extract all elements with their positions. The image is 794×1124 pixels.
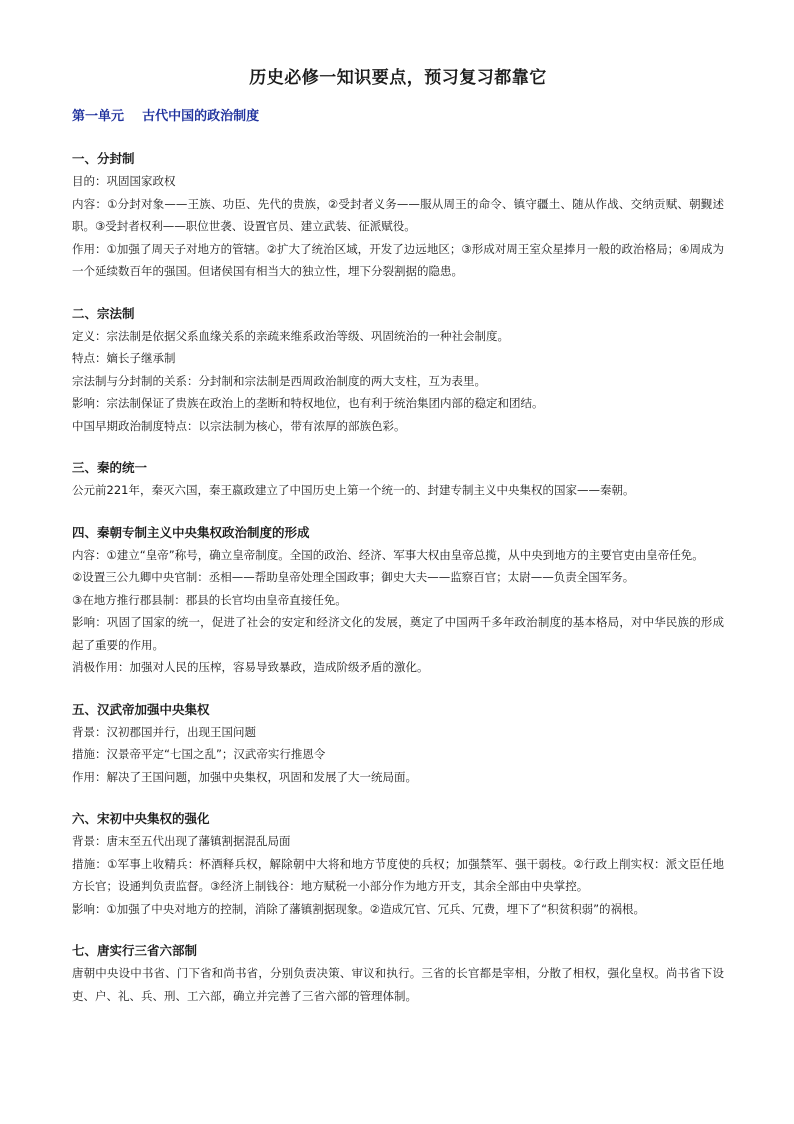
unit-title: 第一单元 古代中国的政治制度: [72, 109, 260, 124]
paragraph: 背景：汉初郡国并行，出现王国问题: [72, 724, 256, 739]
paragraph: 定义：宗法制是依据父系血缘关系的亲疏来维系政治等级、巩固统治的一种社会制度。: [72, 328, 509, 343]
paragraph: 特点：嫡长子继承制: [72, 351, 176, 365]
paragraph: ②设置三公九卿中央官制：丞相——帮助皇帝处理全国政事；御史大夫——监察百官；太尉——负责全国军务。: [72, 570, 635, 584]
paragraph: 公元前221年，秦灭六国，秦王嬴政建立了中国历史上第一个统一的、封建专制主义中央集权的国家——秦朝。: [72, 483, 635, 497]
section-song-centralization: [72, 808, 724, 920]
section-tang-three-departments: [72, 940, 724, 1007]
paragraph: 内容：①建立“皇帝”称号，确立皇帝制度。全国的政治、经济、军事大权由皇帝总揽，从中央到地方的主要官吏由皇帝任免。: [72, 547, 704, 562]
section-title: 一、分封制: [72, 151, 135, 166]
paragraph: ③在地方推行郡县制：郡县的长官均由皇帝直接任免。: [72, 592, 347, 607]
section-title: 五、汉武帝加强中央集权: [72, 701, 210, 717]
section-han-wudi: [72, 699, 724, 789]
section-fenfeng: [72, 148, 724, 283]
paragraph: 措施：①军事上收精兵：杯酒释兵权，解除朝中大将和地方节度使的兵权；加强禁军、强干弱枝。②行政上削实权：派文臣任地方长官；设通判负责监督。③经济上制钱谷：地方赋税一小部分作为地方开支，其余全部由中央掌控。: [72, 856, 724, 893]
section-title: 二、宗法制: [72, 305, 135, 321]
document-title: 历史必修一知识要点，预习复习都靠它: [249, 68, 547, 88]
section-zongfa: [72, 303, 724, 438]
section-title: 六、宋初中央集权的强化: [72, 811, 210, 826]
section-qin-centralization: [72, 522, 724, 679]
paragraph: 唐朝中央设中书省、门下省和尚书省，分别负责决策、审议和执行。三省的长官都是宰相，分散了相权，强化皇权。尚书省下设吏、户、礼、兵、刑、工六部，确立并完善了三省六部的管理体制。: [72, 966, 724, 1003]
paragraph: 目的：巩固国家政权: [72, 174, 176, 188]
paragraph: 背景：唐末至五代出现了藩镇割据混乱局面: [72, 834, 291, 848]
section-title: 四、秦朝专制主义中央集权政治制度的形成: [72, 524, 310, 540]
section-qin-unification: [72, 457, 724, 502]
paragraph: 作用：解决了王国问题，加强中央集权，巩固和发展了大一统局面。: [72, 769, 417, 784]
paragraph: 影响：宗法制保证了贵族在政治上的垄断和特权地位，也有利于统治集团内部的稳定和团结。: [72, 396, 544, 410]
paragraph: 消极作用：加强对人民的压榨，容易导致暴政，造成阶级矛盾的激化。: [72, 660, 429, 674]
paragraph: 宗法制与分封制的关系：分封制和宗法制是西周政治制度的两大支柱，互为表里。: [72, 373, 486, 388]
paragraph: 作用：①加强了周天子对地方的管辖。②扩大了统治区域，开发了边远地区；③形成对周王室众星捧月一般的政治格局；④周成为一个延续数百年的强国。但诸侯国有相当大的独立性，埋下分裂割据的隐患。: [72, 241, 724, 278]
paragraph: 内容：①分封对象——王族、功臣、先代的贵族，②受封者义务——服从周王的命令、镇守疆土、随从作战、交纳贡赋、朝觐述职。③受封者权利——职位世袭、设置官员、建立武装、征派赋役。: [72, 196, 724, 233]
paragraph: 措施：汉景帝平定“七国之乱”；汉武帝实行推恩令: [72, 747, 326, 761]
section-title: 七、唐实行三省六部制: [72, 943, 198, 958]
document-page: [72, 64, 724, 1027]
paragraph: 中国早期政治制度特点：以宗法制为核心，带有浓厚的部族色彩。: [72, 418, 406, 433]
section-title: 三、秦的统一: [72, 460, 148, 475]
paragraph: 影响：巩固了国家的统一，促进了社会的安定和经济文化的发展，奠定了中国两千多年政治制度的基本格局，对中华民族的形成起了重要的作用。: [72, 615, 724, 652]
paragraph: 影响：①加强了中央对地方的控制，消除了藩镇割据现象。②造成冗官、冗兵、冗费，埋下了“积贫积弱”的祸根。: [72, 901, 646, 916]
